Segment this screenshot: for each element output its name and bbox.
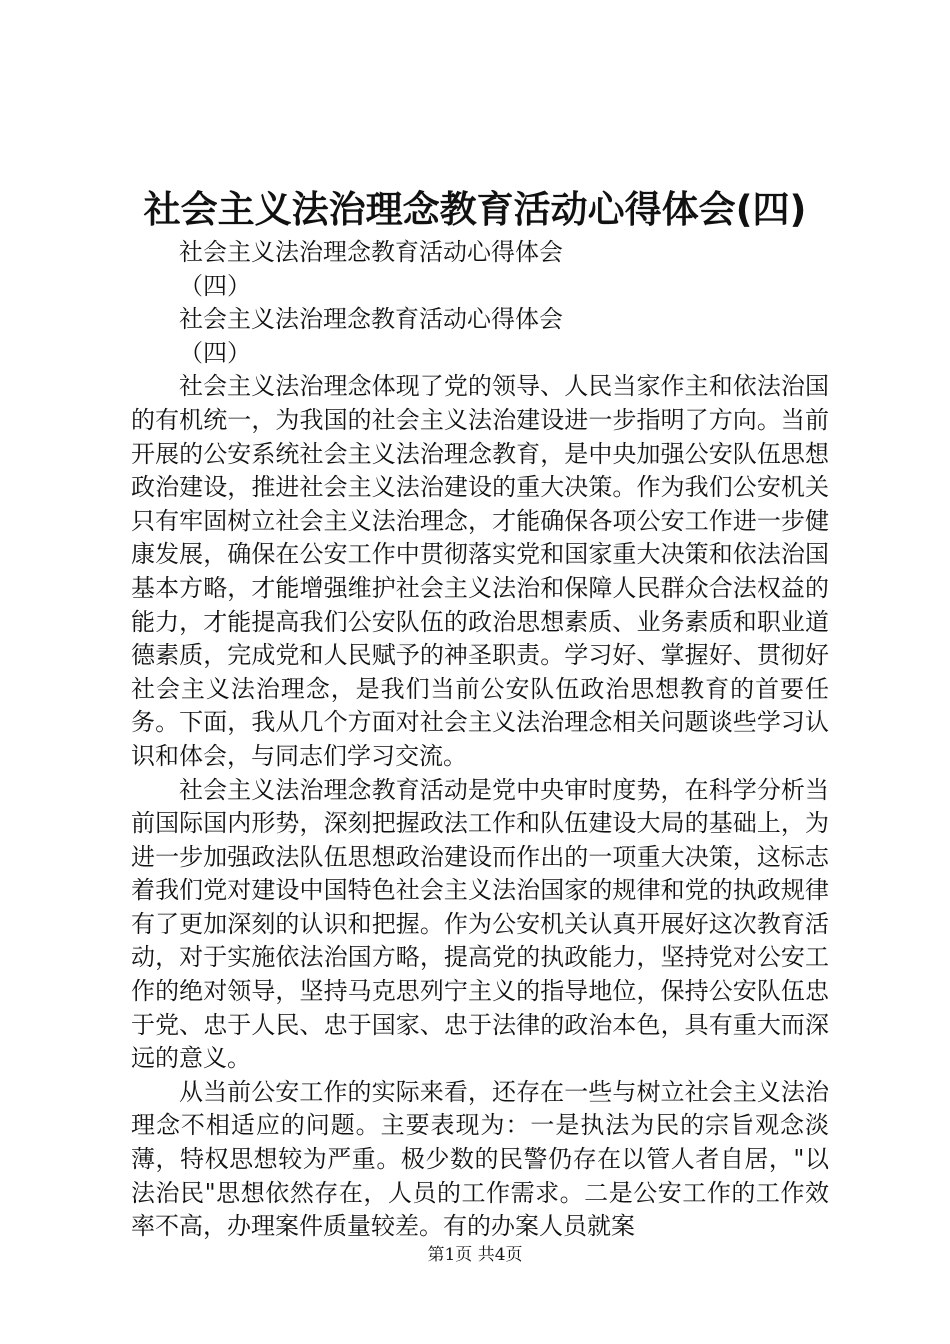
page-footer: 第1页 共4页 [427,1245,523,1265]
document-body [131,236,829,1244]
document-title: 社会主义法治理念教育活动心得体会(四) [143,188,807,231]
subtitle-line: 社会主义法治理念教育活动心得体会 [179,305,563,334]
body-paragraph: 社会主义法治理念体现了党的领导、人民当家作主和依法治国的有机统一，为我国的社会主义法治建设进一步指明了方向。当前开展的公安系统社会主义法治理念教育，是中央加强公安队伍思想政治建设，推进社会主义法治建设的重大决策。作为我们公安机关只有牢固树立社会主义法治理念，才能确保各项公安工作进一步健康发展，确保在公安工作中贯彻落实党和国家重大决策和依法治国基本方略，才能增强维护社会主义法治和保障人民群众合法权益的能力，才能提高我们公安队伍的政治思想素质、业务素质和职业道德素质，完成党和人民赋予的神圣职责。学习好、掌握好、贯彻好社会主义法治理念，是我们当前公安队伍政治思想教育的首要任务。下面，我从几个方面对社会主义法治理念相关问题谈些学习认识和体会，与同志们学习交流。 [131,372,829,770]
subtitle-line: （四） [179,338,251,367]
body-paragraph: 从当前公安工作的实际来看，还存在一些与树立社会主义法治理念不相适应的问题。主要表现为：一是执法为民的宗旨观念淡薄，特权思想较为严重。极少数的民警仍存在以管人者自居，"以法治民"思想依然存在，人员的工作需求。二是公安工作的工作效率不高，办理案件质量较差。有的办案人员就案 [131,1077,829,1241]
subtitle-line: 社会主义法治理念教育活动心得体会 [179,238,563,266]
subtitle-line: （四） [179,271,251,300]
body-paragraph: 社会主义法治理念教育活动是党中央审时度势，在科学分析当前国际国内形势，深刻把握政法工作和队伍建设大局的基础上，为进一步加强政法队伍思想政治建设而作出的一项重大决策，这标志着我们党对建设中国特色社会主义法治国家的规律和党的执政规律有了更加深刻的认识和把握。作为公安机关认真开展好这次教育活动，对于实施依法治国方略，提高党的执政能力，坚持党对公安工作的绝对领导，坚持马克思列宁主义的指导地位，保持公安队伍忠于党、忠于人民、忠于国家、忠于法律的政治本色，具有重大而深远的意义。 [131,775,829,1073]
